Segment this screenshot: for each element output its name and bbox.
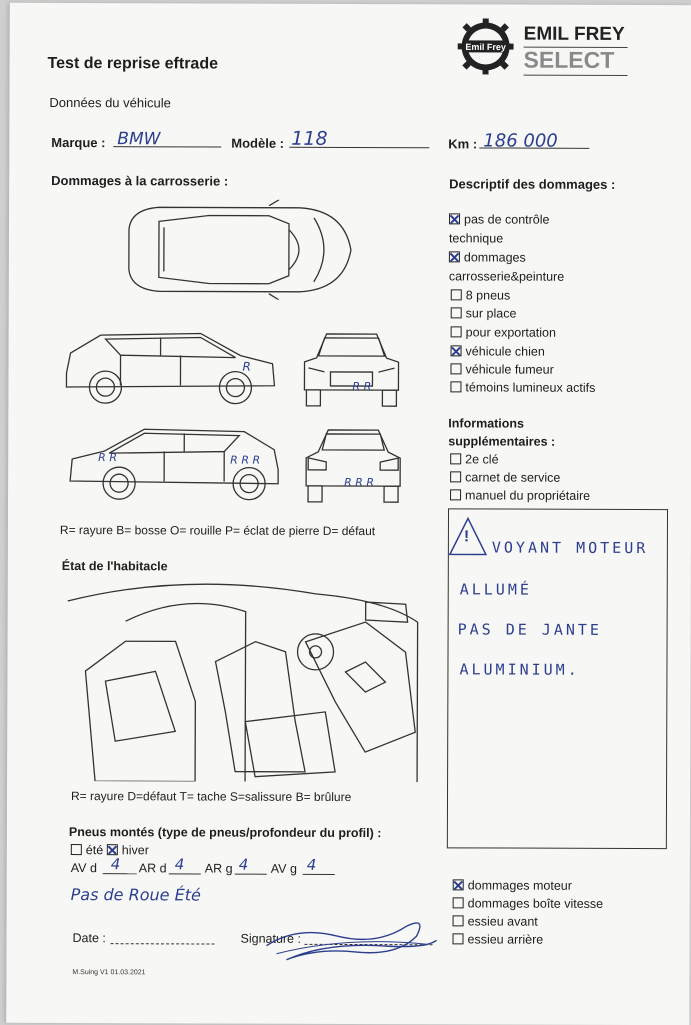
notes-line-1: VOYANT MOTEUR	[491, 538, 649, 558]
rear-damage-mark: R R R	[344, 475, 375, 490]
logo-underline	[524, 75, 628, 76]
tire-rear-left-line	[235, 874, 267, 875]
damage-item-body-paint-line2: carrosserie&peinture	[448, 269, 565, 284]
form-sheet	[6, 3, 691, 1025]
damage-item-dog-vehicle[interactable]: véhicule chien	[451, 344, 545, 358]
make-label: Marque :	[51, 134, 106, 151]
checkbox[interactable]	[450, 471, 461, 482]
checkbox[interactable]	[451, 307, 462, 318]
checkbox[interactable]	[451, 289, 462, 300]
checkbox[interactable]	[453, 915, 464, 926]
front-damage-mark: R R	[352, 380, 372, 394]
body-damage-heading: Dommages à la carrosserie :	[51, 172, 229, 189]
notes-line-3: PAS DE JANTE	[457, 620, 603, 639]
km-label: Km :	[448, 136, 478, 152]
damage-item-8-tires[interactable]: 8 pneus	[451, 288, 511, 302]
damage-description-heading: Descriptif des dommages :	[449, 176, 616, 192]
km-value: 186 000	[483, 130, 558, 152]
tire-rear-right-value: 4	[174, 855, 185, 874]
damage-item-export[interactable]: pour exportation	[451, 325, 556, 339]
additional-info-heading-2: supplémentaires :	[448, 434, 556, 449]
checkbox[interactable]	[450, 453, 461, 464]
emil-frey-logo	[458, 18, 628, 77]
damage-item-no-inspection[interactable]: pas de contrôle	[449, 212, 550, 226]
side-top-damage-mark: R	[242, 359, 251, 374]
damage-item-no-inspection-line2: technique	[448, 231, 504, 246]
checkbox[interactable]	[451, 326, 462, 337]
tires-heading: Pneus montés (type de pneus/profondeur du profil) :	[68, 825, 382, 841]
mech-item-engine[interactable]: dommages moteur	[453, 878, 572, 892]
signature-label: Signature :	[240, 931, 302, 946]
tire-rear-left-label: AR g	[204, 861, 233, 876]
side-bottom-damage-mark: R R	[98, 451, 118, 465]
info-item-owner-manual[interactable]: manuel du propriétaire	[450, 488, 590, 502]
tire-rear-left-value: 4	[238, 855, 249, 874]
tire-front-left-label: AV g	[270, 861, 297, 876]
brand-line1: EMIL FREY	[523, 23, 625, 45]
checkbox-checked[interactable]	[453, 879, 464, 890]
checkbox[interactable]	[453, 897, 464, 908]
info-item-second-key[interactable]: 2e clé	[450, 452, 498, 466]
car-rear-view-diagram	[298, 424, 408, 506]
tire-rear-right-line	[169, 873, 201, 874]
additional-info-heading-1: Informations	[448, 416, 525, 431]
tire-rear-right-label: AR d	[138, 861, 167, 876]
checkbox-checked[interactable]	[107, 844, 118, 855]
date-field-line	[110, 943, 214, 944]
tire-winter-option[interactable]: hiver	[107, 843, 149, 857]
warning-exclamation: !	[463, 528, 470, 546]
mech-item-front-axle[interactable]: essieu avant	[453, 914, 538, 928]
tire-front-right-label: AV d	[70, 861, 97, 876]
tire-front-left-line	[303, 874, 335, 875]
make-value: BMW	[117, 129, 161, 150]
car-top-view-diagram	[119, 199, 359, 300]
logo-badge-text: Emil Frey	[465, 41, 506, 53]
vehicle-section-heading: Données du véhicule	[49, 94, 171, 111]
date-label: Date :	[72, 931, 106, 946]
checkbox-checked[interactable]	[449, 251, 460, 262]
notes-line-2: ALLUMÉ	[459, 580, 532, 599]
interior-legend: R= rayure D=défaut T= tache S=salissure B= brûlure	[70, 789, 352, 805]
mech-item-rear-axle[interactable]: essieu arrière	[452, 932, 543, 946]
gear-logo-icon	[458, 18, 514, 74]
checkbox[interactable]	[450, 363, 461, 374]
form-title: Test de reprise eftrade	[47, 54, 219, 73]
car-front-view-diagram	[296, 328, 406, 410]
damage-item-warning-lights[interactable]: témoins lumineux actifs	[450, 380, 595, 395]
form-version: M.Suing V1 01.03.2021	[72, 969, 146, 977]
checkbox[interactable]	[452, 933, 463, 944]
checkbox-checked[interactable]	[449, 213, 460, 224]
interior-heading: État de l'habitacle	[61, 558, 168, 574]
damage-item-body-paint[interactable]: dommages	[449, 250, 526, 264]
tire-front-left-value: 4	[306, 855, 317, 874]
tire-summer-option[interactable]: été	[71, 843, 103, 857]
side-bottom-rear-damage-mark: R R R	[230, 453, 261, 467]
damage-item-on-site[interactable]: sur place	[451, 306, 517, 320]
tire-front-right-line	[103, 873, 137, 874]
model-value: 118	[291, 127, 328, 150]
brand-line2: SELECT	[523, 46, 615, 73]
body-damage-legend: R= rayure B= bosse O= rouille P= éclat de pierre D= défaut	[59, 522, 376, 539]
mech-item-gearbox[interactable]: dommages boîte vitesse	[453, 896, 604, 911]
checkbox[interactable]	[450, 489, 461, 500]
info-item-service-book[interactable]: carnet de service	[450, 470, 560, 484]
notes-line-4: ALUMINIUM.	[459, 660, 580, 679]
damage-item-smoker-vehicle[interactable]: véhicule fumeur	[450, 362, 553, 376]
signature-scribble-icon	[256, 916, 446, 967]
tire-note: Pas de Roue Été	[70, 885, 201, 905]
model-label: Modèle :	[231, 135, 285, 151]
checkbox[interactable]	[450, 381, 461, 392]
checkbox[interactable]	[71, 844, 82, 855]
tire-front-right-value: 4	[110, 855, 121, 874]
car-interior-diagram	[65, 581, 426, 782]
checkbox-checked[interactable]	[451, 345, 462, 356]
